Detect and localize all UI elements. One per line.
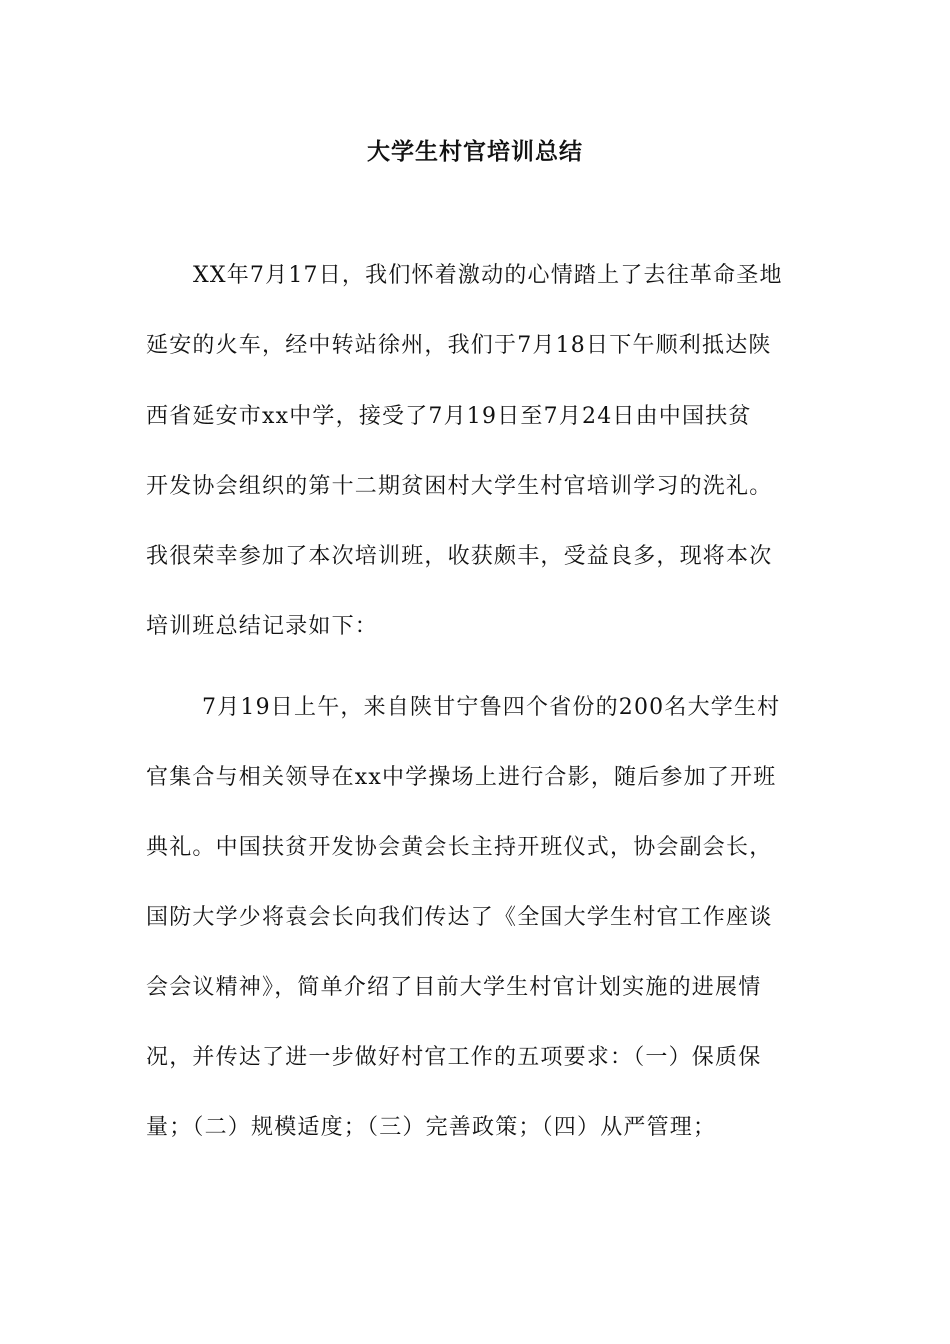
- paragraph-2-line-3: 典礼。中国扶贫开发协会黄会长主持开班仪式，协会副会长，: [146, 835, 773, 860]
- paragraph-2-line-5: 会会议精神》，简单介绍了目前大学生村官计划实施的进展情: [146, 975, 762, 1000]
- document-title: 大学生村官培训总结: [367, 138, 583, 165]
- paragraph-2-line-6: 况，并传达了进一步做好村官工作的五项要求：（一）保质保: [146, 1045, 762, 1070]
- paragraph-1-line-4: 开发协会组织的第十二期贫困村大学生村官培训学习的洗礼。: [146, 474, 773, 499]
- paragraph-1-line-1: XX年7月17日，我们怀着激动的心情踏上了去往革命圣地: [193, 263, 783, 288]
- paragraph-1-line-6: 培训班总结记录如下：: [146, 614, 379, 639]
- paragraph-2-line-7: 量；（二）规模适度；（三）完善政策；（四）从严管理；: [146, 1115, 717, 1140]
- paragraph-1-line-3: 西省延安市xx中学，接受了7月19日至7月24日由中国扶贫: [146, 404, 752, 429]
- paragraph-2-line-1: 7月19日上午，来自陕甘宁鲁四个省份的200名大学生村: [202, 695, 781, 720]
- paragraph-2-line-2: 官集合与相关领导在xx中学操场上进行合影，随后参加了开班: [146, 765, 777, 790]
- paragraph-1-line-2: 延安的火车，经中转站徐州，我们于7月18日下午顺利抵达陕: [146, 333, 772, 358]
- paragraph-2-line-4: 国防大学少将袁会长向我们传达了《全国大学生村官工作座谈: [146, 905, 773, 930]
- paragraph-1-line-5: 我很荣幸参加了本次培训班，收获颇丰，受益良多，现将本次: [146, 544, 773, 569]
